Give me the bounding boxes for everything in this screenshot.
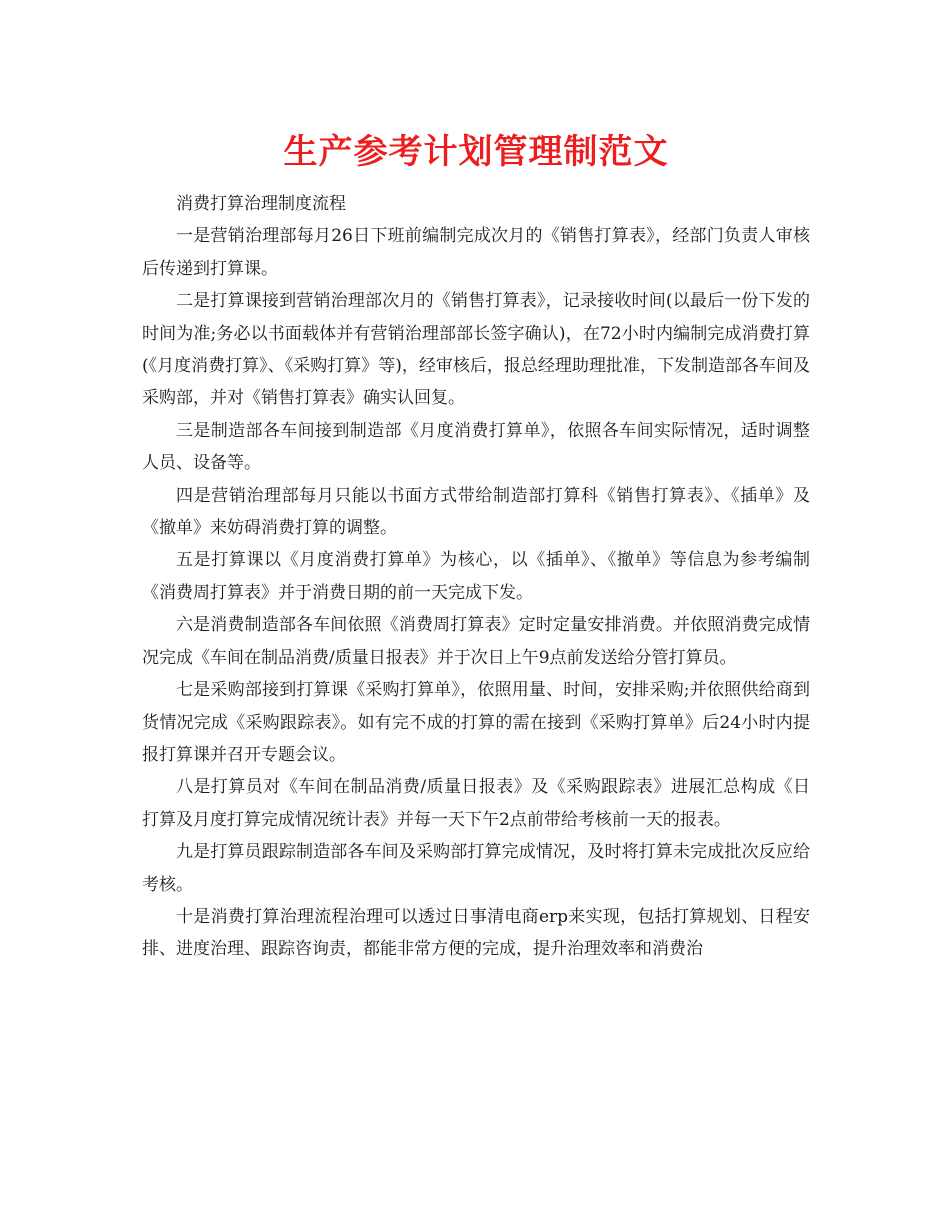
paragraph-4: 四是营销治理部每月只能以书面方式带给制造部打算科《销售打算表》、《插单》及《撤单》来妨碍消费打算的调整。 (142, 485, 810, 539)
paragraph-1: 一是营销治理部每月26日下班前编制完成次月的《销售打算表》，经部门负责人审核后传递到打算课。 (142, 226, 810, 279)
paragraph-2: 二是打算课接到营销治理部次月的《销售打算表》，记录接收时间(以最后一份下发的时间为准;务必以书面载体并有营销治理部部长签字确认)，在72小时内编制完成消费打算(《月度消费打算》、《采购打算》等)，经审核后，报总经理助理批准，下发制造部各车间及采购部，并对《销售打算表》确实认回复。 (142, 291, 810, 409)
document-page (142, 128, 810, 966)
document-title: 生产参考计划管理制范文 (283, 132, 669, 172)
document-subtitle: 消费打算治理制度流程 (176, 194, 346, 214)
paragraph-7: 七是采购部接到打算课《采购打算单》，依照用量、时间，安排采购;并依照供给商到货情况完成《采购跟踪表》。如有完不成的打算的需在接到《采购打算单》后24小时内提报打算课并召开专题会议。 (142, 680, 810, 765)
paragraph-5: 五是打算课以《月度消费打算单》为核心，以《插单》、《撤单》等信息为参考编制《消费周打算表》并于消费日期的前一天完成下发。 (142, 550, 810, 603)
paragraph-10: 十是消费打算治理流程治理可以透过日事清电商erp来实现，包括打算规划、日程安排、进度治理、跟踪咨询责，都能非常方便的完成，提升治理效率和消费治 (142, 906, 810, 960)
paragraph-8: 八是打算员对《车间在制品消费/质量日报表》及《采购跟踪表》进展汇总构成《日打算及月度打算完成情况统计表》并每一天下午2点前带给考核前一天的报表。 (142, 777, 810, 830)
paragraph-3: 三是制造部各车间接到制造部《月度消费打算单》，依照各车间实际情况，适时调整人员、设备等。 (142, 420, 810, 474)
paragraph-6: 六是消费制造部各车间依照《消费周打算表》定时定量安排消费。并依照消费完成情况完成《车间在制品消费/质量日报表》并于次日上午9点前发送给分管打算员。 (142, 615, 810, 668)
paragraph-9: 九是打算员跟踪制造部各车间及采购部打算完成情况，及时将打算未完成批次反应给考核。 (142, 842, 810, 895)
